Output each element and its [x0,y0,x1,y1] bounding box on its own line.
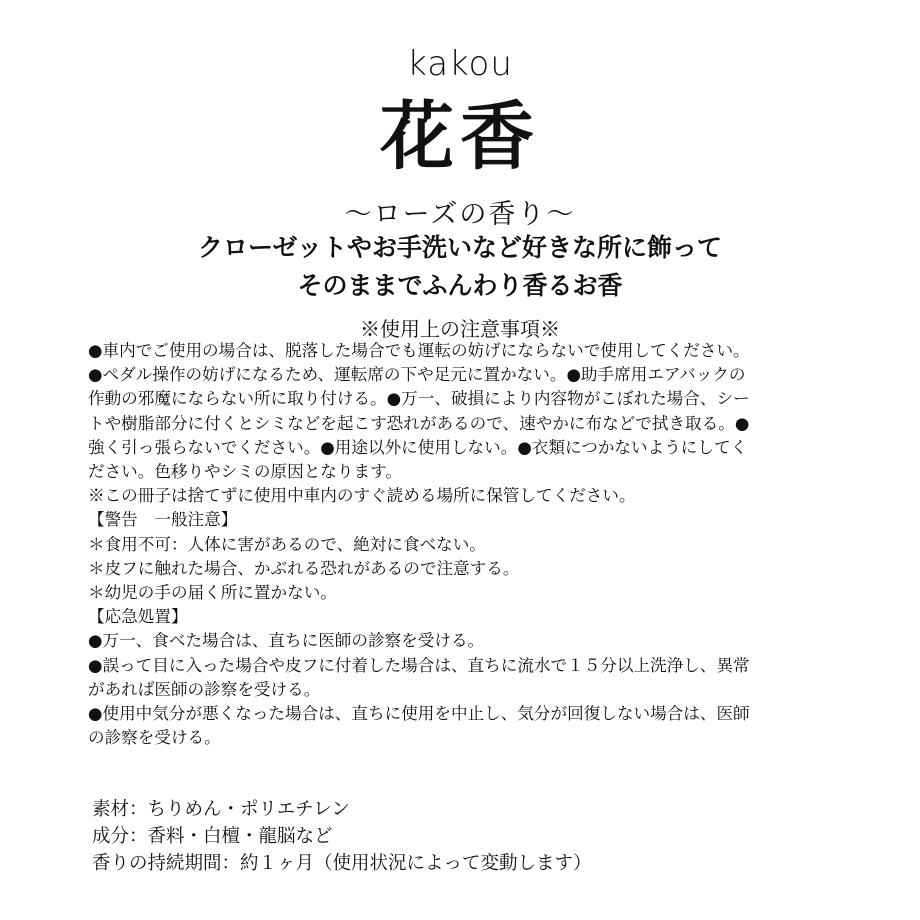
first-aid-line: ●誤って目に入った場合や皮フに付着した場合は、直ちに流水で１５分以上洗浄し、異常 [88,655,750,675]
product-specs [92,796,592,877]
warning-line: ＊皮フに触れた場合、かぶれる恐れがあるので注意する。 [88,558,520,578]
first-aid-line: ●使用中気分が悪くなった場合は、直ちに使用を中止し、気分が回復しない場合は、医師 [88,704,750,724]
caution-line: ださい。色移りやシミの原因となります。 [88,462,402,482]
caution-line: 作動の邪魔にならない所に取り付ける。●万一、破損により内容物がこぼれた場合、シー [88,389,750,409]
warning-line: ＊食用不可：人体に害があるので、絶対に食べない。 [88,534,486,554]
product-subtitle: ～ローズの香り～ [344,199,576,230]
warning-heading: 【警告 一般注意】 [88,510,238,530]
first-aid-heading: 【応急処置】 [88,607,188,627]
tagline-line-2: そのままでふんわり香るお香 [297,271,623,300]
spec-ingredients: 成分：香料・白檀・龍脳など [92,826,333,847]
caution-line: 強く引っ張らないでください。●用途以外に使用しない。●衣類につかないようにしてく [88,437,748,457]
caution-heading: ※使用上の注意事項※ [360,317,560,341]
spec-duration: 香りの持続期間：約１ヶ月（使用状況によって変動します） [92,853,592,874]
product-title: 花香 [380,94,540,180]
tagline-line-1: クローゼットやお手洗いなど好きな所に飾って [197,233,722,262]
brand-name: kakou [407,44,513,84]
storage-note: ※この冊子は捨てずに使用中車内のすぐ読める場所に保管してください。 [88,486,636,506]
warning-line: ＊幼児の手の届く所に置かない。 [88,583,337,603]
caution-body [88,339,832,750]
first-aid-line: の診察を受ける。 [88,728,221,748]
caution-line: トや樹脂部分に付くとシミなどを起こす恐れがあるので、速やかに布などで拭き取る。● [88,413,750,433]
caution-line: ●ペダル操作の妨げになるため、運転席の下や足元に置かない。●助手席用エアバックの [88,365,746,385]
caution-line: ●車内でご使用の場合は、脱落した場合でも運転の妨げにならないで使用してください。 [88,341,750,360]
spec-material: 素材：ちりめん・ポリエチレン [92,799,350,820]
first-aid-line: ●万一、食べた場合は、直ちに医師の診察を受ける。 [88,631,485,651]
first-aid-line: があれば医師の診察を受ける。 [88,679,321,699]
